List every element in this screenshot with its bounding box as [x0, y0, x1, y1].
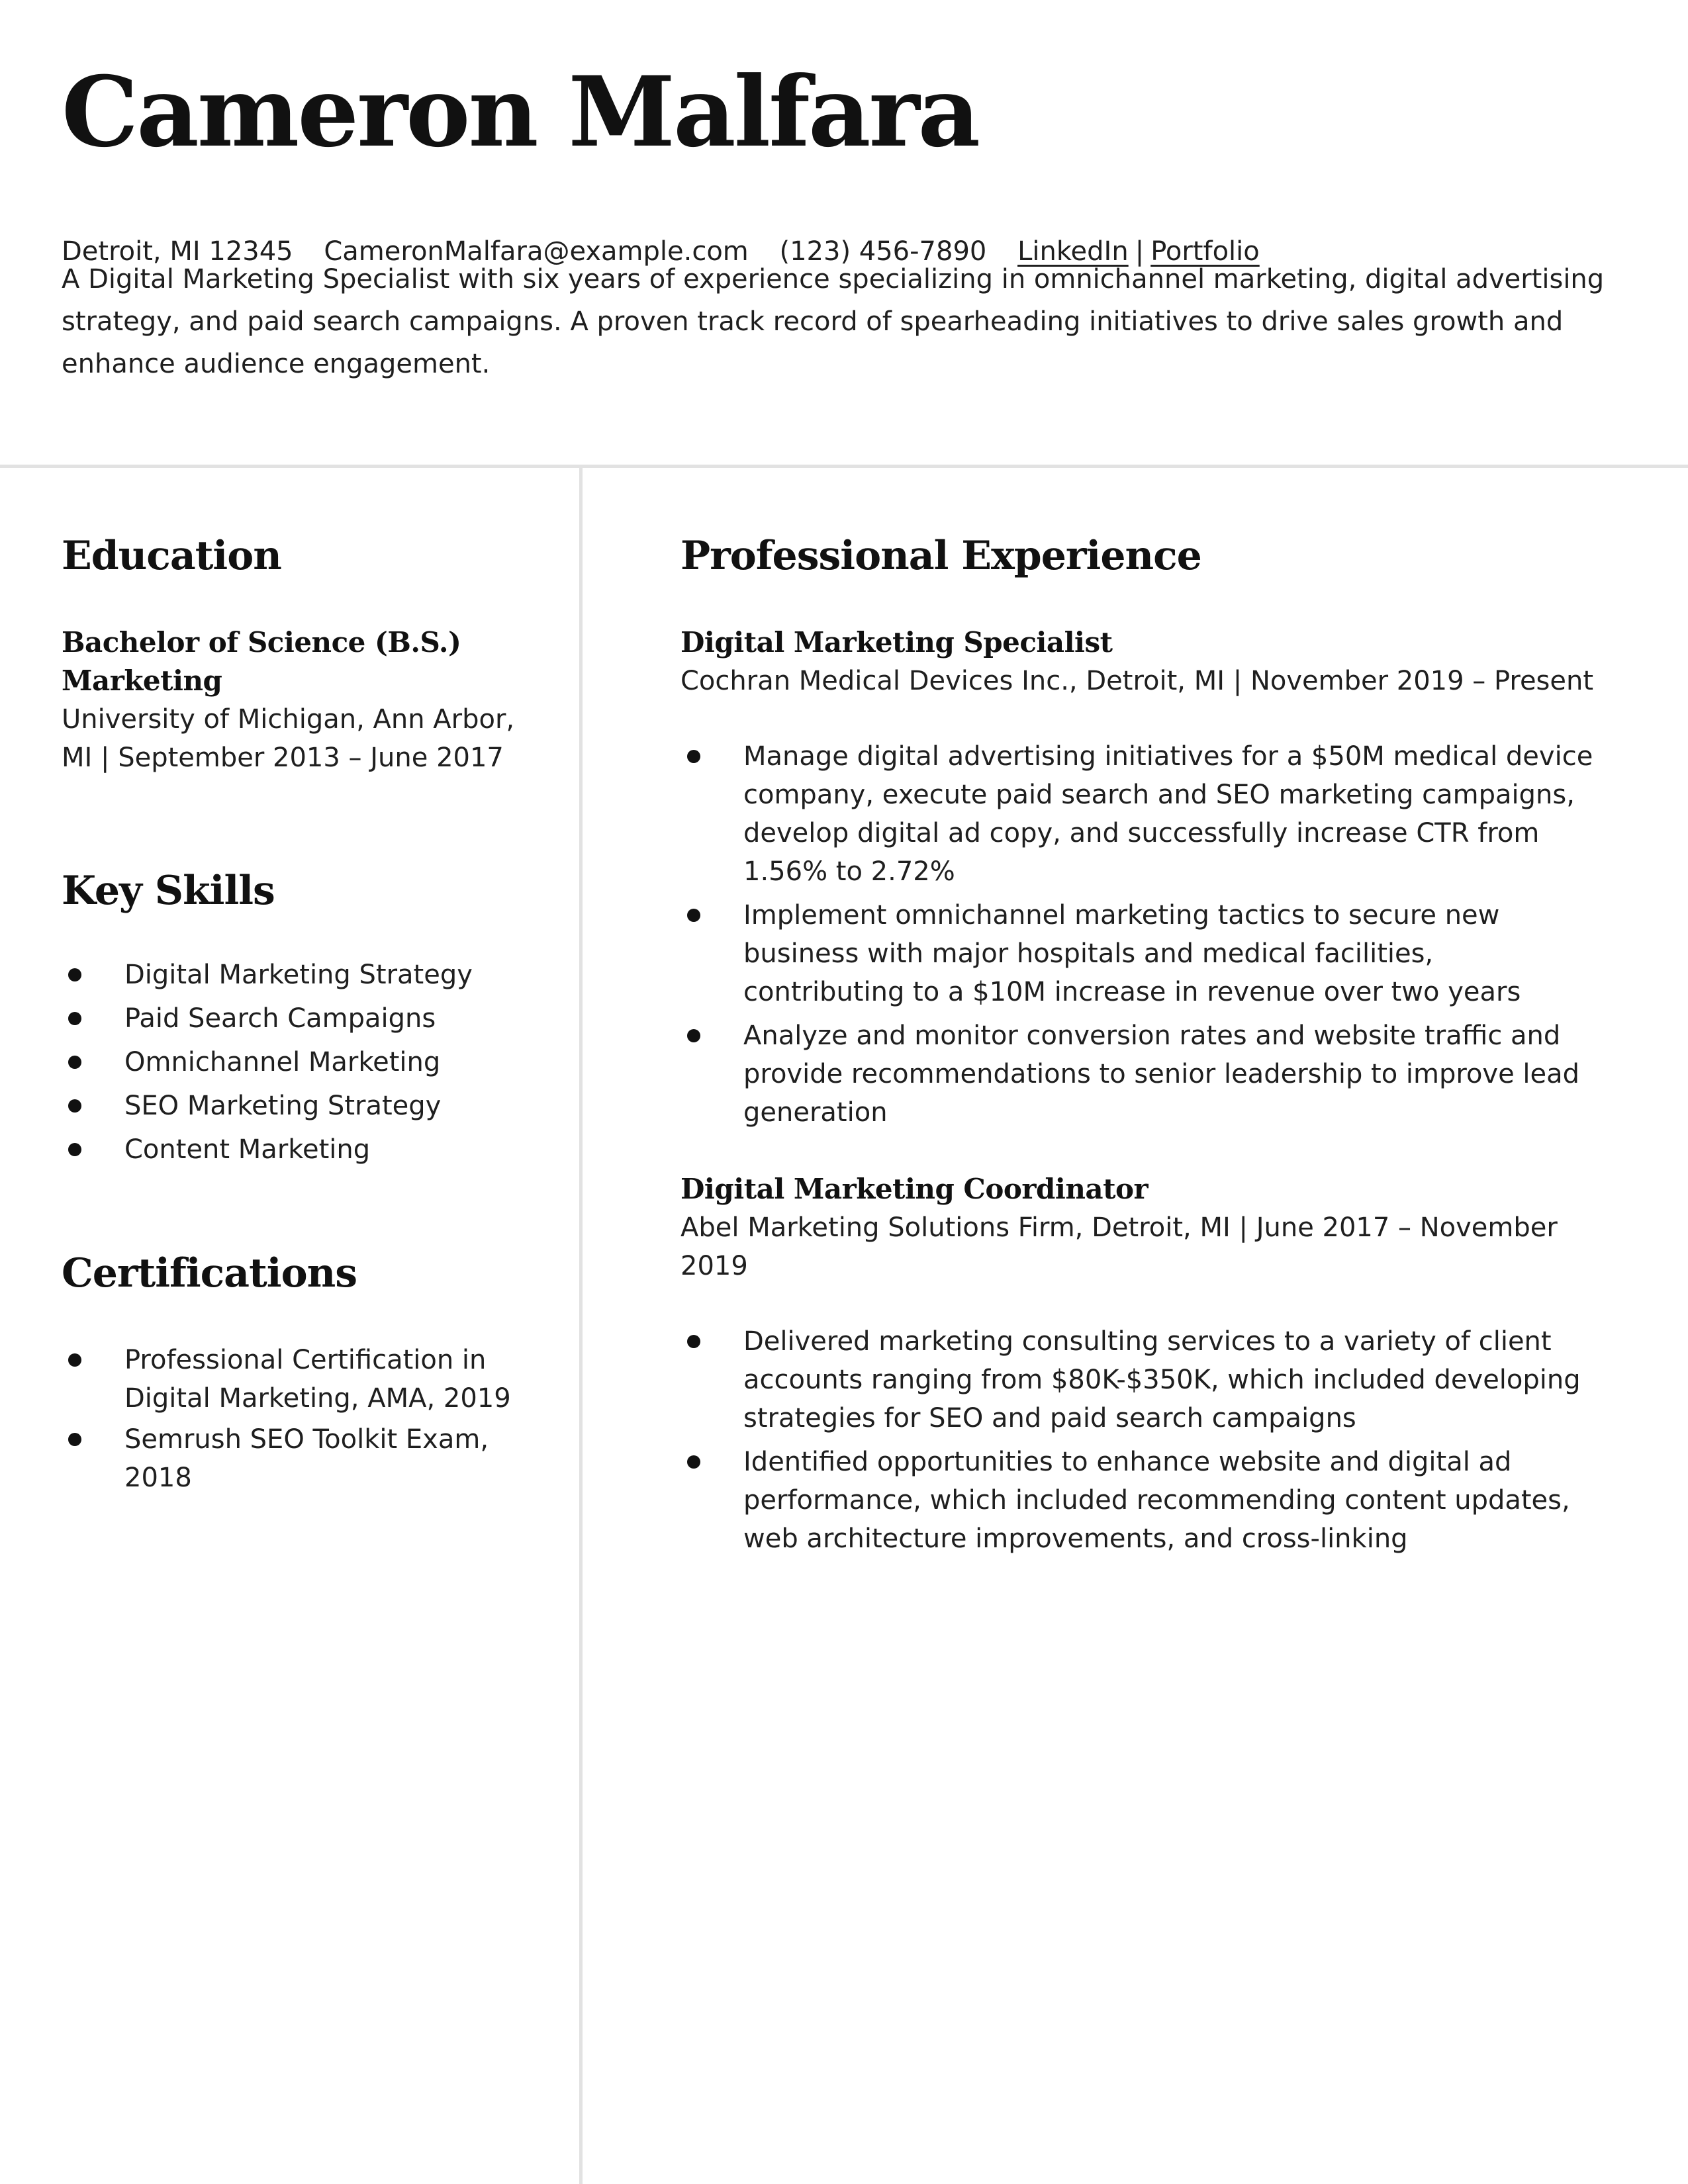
certifications-heading: Certifications — [62, 1250, 357, 1297]
certification-item: Semrush SEO Toolkit Exam, 2018 — [62, 1420, 551, 1497]
job-bullets — [680, 737, 1594, 1132]
experience-heading: Professional Experience — [680, 533, 1201, 579]
bullet-icon — [68, 1056, 81, 1069]
skills-heading: Key Skills — [62, 868, 275, 914]
job-bullet: Analyze and monitor conversion rates and website traffic and provide recommendations to senior leadership to improve lead generation — [680, 1017, 1594, 1132]
skills-section — [62, 864, 551, 1169]
job-bullet: Manage digital advertising initiatives for a $50M medical device company, execute paid search and SEO marketing campaigns, develop digital ad copy, and successfully increase CTR from 1.56% to 2.72% — [680, 737, 1594, 891]
job-entry — [680, 623, 1594, 1132]
education-heading: Education — [62, 533, 281, 579]
certifications-section — [62, 1247, 551, 1497]
bullet-icon — [68, 968, 81, 981]
job-entry — [680, 1170, 1594, 1558]
bullet-icon — [687, 1335, 700, 1348]
skill-item: Omnichannel Marketing — [62, 1043, 551, 1081]
skills-list — [62, 956, 551, 1169]
job-bullet: Delivered marketing consulting services to a variety of client accounts ranging from $80K-$350K, which included developing strategies for SEO and paid search campaigns — [680, 1322, 1594, 1437]
skill-item: SEO Marketing Strategy — [62, 1087, 551, 1125]
candidate-name: Cameron Malfara — [62, 56, 979, 169]
phone-text: (123) 456-7890 — [779, 236, 987, 267]
bullet-icon — [687, 1455, 700, 1469]
education-section — [62, 529, 551, 777]
bullet-icon — [68, 1353, 81, 1367]
job-bullets — [680, 1322, 1594, 1558]
bullet-icon — [68, 1433, 81, 1446]
bullet-icon — [687, 750, 700, 763]
job-bullet: Identified opportunities to enhance website and digital ad performance, which included recommending content updates, web architecture improvements, and cross-linking — [680, 1443, 1594, 1558]
email-text: CameronMalfara@example.com — [324, 236, 749, 267]
location-text: Detroit, MI 12345 — [62, 236, 293, 267]
skill-item: Paid Search Campaigns — [62, 999, 551, 1038]
certification-item: Professional Certification in Digital Marketing, AMA, 2019 — [62, 1341, 551, 1418]
bullet-icon — [68, 1012, 81, 1025]
job-title: Digital Marketing Specialist — [680, 626, 1113, 659]
right-column — [680, 529, 1594, 1563]
skill-item: Digital Marketing Strategy — [62, 956, 551, 994]
vertical-divider — [579, 468, 583, 2184]
bullet-icon — [687, 1029, 700, 1042]
job-meta: Abel Marketing Solutions Firm, Detroit, MI | June 2017 – November 2019 — [680, 1212, 1558, 1281]
bullet-icon — [68, 1099, 81, 1113]
link-separator: | — [1135, 236, 1145, 267]
skill-item: Content Marketing — [62, 1130, 551, 1169]
resume-header — [62, 53, 1637, 379]
job-bullet: Implement omnichannel marketing tactics to secure new business with major hospitals and medical facilities, contributing to a $10M increase in revenue over two years — [680, 896, 1594, 1011]
certifications-list — [62, 1341, 551, 1497]
bullet-icon — [687, 909, 700, 922]
education-details: University of Michigan, Ann Arbor, MI | September 2013 – June 2017 — [62, 704, 515, 773]
degree-title: Bachelor of Science (B.S.) Marketing — [62, 626, 461, 697]
professional-summary: A Digital Marketing Specialist with six years of experience specializing in omnichannel marketing, digital advertising strategy, and paid search campaigns. A proven track record of spearheading initiatives to drive sales growth and enhance audience engagement. — [62, 264, 1605, 379]
portfolio-link[interactable]: Portfolio — [1150, 236, 1260, 267]
job-meta: Cochran Medical Devices Inc., Detroit, MI | November 2019 – Present — [680, 666, 1594, 696]
bullet-icon — [68, 1143, 81, 1156]
left-column — [62, 529, 551, 1500]
job-title: Digital Marketing Coordinator — [680, 1173, 1149, 1205]
horizontal-divider — [0, 465, 1688, 468]
linkedin-link[interactable]: LinkedIn — [1017, 236, 1129, 267]
